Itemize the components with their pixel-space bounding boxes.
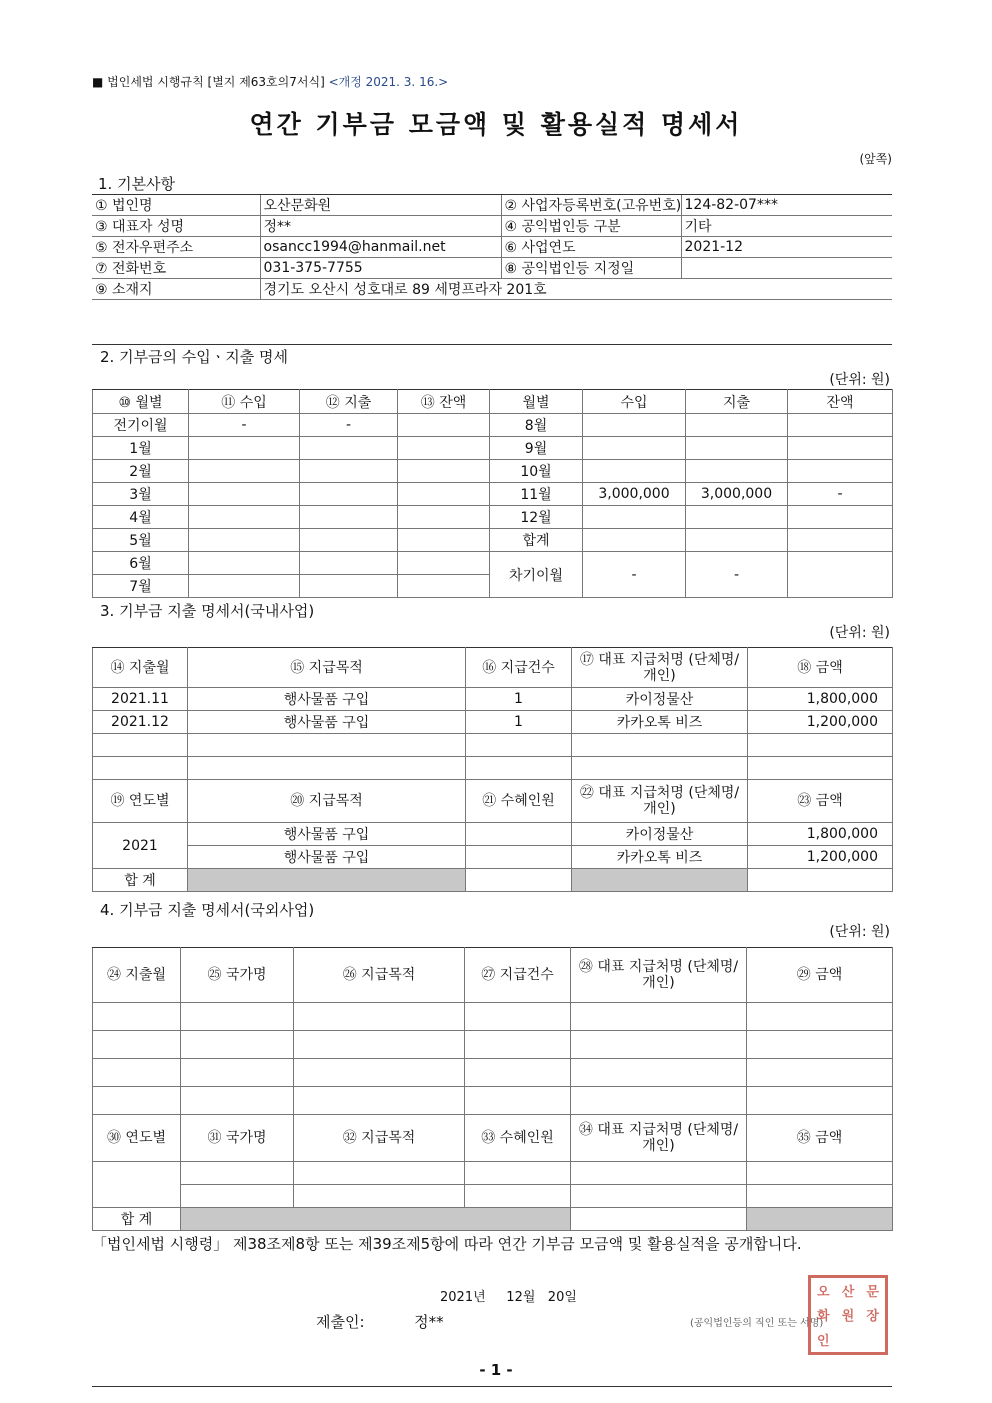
month-value: [300, 460, 398, 483]
value-phone: 031-375-7755: [260, 258, 501, 279]
header-row: [93, 648, 893, 688]
expense-cell: [465, 1031, 571, 1059]
month-row: [93, 529, 893, 552]
expense-row: [93, 757, 893, 780]
label-address: ⑨ 소재지: [92, 279, 260, 300]
carry-forward-value: -: [686, 552, 788, 598]
month-label: 6월: [93, 552, 189, 575]
month-label: 전기이월: [93, 414, 189, 437]
expense-cell: [93, 1087, 181, 1115]
expense-cell: 2021.11: [93, 688, 188, 711]
yearly-row: [93, 1162, 893, 1185]
column-header: 수입: [583, 390, 686, 414]
basic-info-table: [92, 194, 892, 300]
month-value: [686, 414, 788, 437]
seal-glyph: 문: [866, 1284, 879, 1300]
expense-cell: [294, 1003, 465, 1031]
month-value: [583, 506, 686, 529]
expense-cell: [466, 734, 572, 757]
month-value: [189, 552, 300, 575]
column-header: ㉛ 국가명: [181, 1115, 294, 1162]
expense-row: [93, 711, 893, 734]
expense-cell: 1: [466, 688, 572, 711]
total-label: 합 계: [93, 1208, 181, 1231]
month-row: [93, 506, 893, 529]
expense-cell: 1,800,000: [748, 688, 893, 711]
expense-cell: [571, 1087, 747, 1115]
total-row: [93, 869, 893, 892]
carry-forward-value: -: [583, 552, 686, 598]
section2-title: 2. 기부금의 수입ㆍ지출 명세: [100, 348, 289, 366]
label-biz-number: ② 사업자등록번호(고유번호): [501, 195, 681, 216]
expense-cell: [572, 757, 748, 780]
month-label: 9월: [490, 437, 583, 460]
month-label: 2월: [93, 460, 189, 483]
seal-glyph: 오: [817, 1284, 830, 1300]
expense-cell: [747, 1087, 893, 1115]
value-designation-date: [681, 258, 892, 279]
expense-cell: [93, 734, 188, 757]
month-value: [788, 437, 893, 460]
expense-cell: [181, 1059, 294, 1087]
seal-glyph: 산: [841, 1284, 855, 1300]
month-value: [398, 437, 490, 460]
yearly-cell: 카이정물산: [572, 823, 748, 846]
overseas-expense-table: [92, 947, 893, 1231]
yearly-cell: [571, 1162, 747, 1185]
section1-title: 1. 기본사항: [98, 175, 176, 193]
month-row: [93, 414, 893, 437]
month-value: [398, 483, 490, 506]
carry-forward-label: 차기이월: [490, 552, 583, 598]
column-header: ⑮ 지급목적: [188, 648, 466, 688]
month-value: [300, 552, 398, 575]
yearly-cell: [181, 1162, 294, 1185]
seal-glyph: 인: [817, 1334, 830, 1350]
year-cell: [93, 1162, 181, 1208]
submitter: [316, 1311, 444, 1332]
month-value: [300, 575, 398, 598]
seal-note: (공익법인등의 직인 또는 서명): [690, 1318, 824, 1329]
month-value: 3,000,000: [686, 483, 788, 506]
month-label: 8월: [490, 414, 583, 437]
expense-cell: 행사물품 구입: [188, 711, 466, 734]
yearly-cell: [466, 846, 572, 869]
month-value: 3,000,000: [583, 483, 686, 506]
yearly-cell: [465, 1162, 571, 1185]
yearly-cell: 행사물품 구입: [188, 823, 466, 846]
month-value: [686, 506, 788, 529]
yearly-cell: 카카오톡 비즈: [572, 846, 748, 869]
column-header: ㉘ 대표 지급처명 (단체명/개인): [571, 948, 747, 1003]
month-value: -: [189, 414, 300, 437]
total-count: [466, 869, 572, 892]
yearly-cell: [466, 823, 572, 846]
label-rep-name: ③ 대표자 성명: [92, 216, 260, 237]
month-label: 11월: [490, 483, 583, 506]
expense-cell: 카이정물산: [572, 688, 748, 711]
column-header: ⑪ 수입: [189, 390, 300, 414]
month-value: [686, 529, 788, 552]
column-header: ⑲ 연도별: [93, 780, 188, 823]
expense-cell: [188, 757, 466, 780]
value-fiscal-year: 2021-12: [681, 237, 892, 258]
expense-cell: [294, 1059, 465, 1087]
info-row: [92, 237, 892, 258]
expense-row: [93, 688, 893, 711]
expense-cell: [465, 1003, 571, 1031]
column-header: ㉞ 대표 지급처명 (단체명/개인): [571, 1115, 747, 1162]
header-row: [93, 780, 893, 823]
month-value: [398, 575, 490, 598]
column-header: 잔액: [788, 390, 893, 414]
yearly-cell: [747, 1185, 893, 1208]
expense-cell: [571, 1003, 747, 1031]
yearly-cell: [465, 1185, 571, 1208]
month-value: [583, 437, 686, 460]
label-phone: ⑦ 전화번호: [92, 258, 260, 279]
expense-cell: 행사물품 구입: [188, 688, 466, 711]
section3-unit: (단위: 원): [829, 625, 890, 641]
total-row: [93, 1208, 893, 1231]
month-value: [398, 506, 490, 529]
expense-row: [93, 734, 893, 757]
carry-forward-value: [788, 552, 893, 598]
month-value: [788, 460, 893, 483]
label-corp-name: ① 법인명: [92, 195, 260, 216]
seal-glyph: 원: [841, 1309, 855, 1325]
column-header: 월별: [490, 390, 583, 414]
column-header: ㉙ 금액: [747, 948, 893, 1003]
month-value: [189, 437, 300, 460]
column-header: ㉜ 지급목적: [294, 1115, 465, 1162]
month-row: [93, 460, 893, 483]
column-header: ⑫ 지출: [300, 390, 398, 414]
page-number: - 1 -: [479, 1361, 513, 1379]
section4-unit: (단위: 원): [829, 924, 890, 940]
value-address: 경기도 오산시 성호대로 89 세명프라자 201호: [260, 279, 892, 300]
expense-cell: [571, 1031, 747, 1059]
month-label: 3월: [93, 483, 189, 506]
month-value: [189, 483, 300, 506]
column-header: ㉟ 금액: [747, 1115, 893, 1162]
column-header: ㉓ 금액: [748, 780, 893, 823]
total-purpose-shaded: [188, 869, 466, 892]
year-cell: 2021: [93, 823, 188, 869]
column-header: ㉑ 수혜인원: [466, 780, 572, 823]
expense-cell: [748, 734, 893, 757]
column-header: ㉔ 지출월: [93, 948, 181, 1003]
expense-cell: [571, 1059, 747, 1087]
value-email: osancc1994@hanmail.net: [260, 237, 501, 258]
month-value: [788, 506, 893, 529]
info-row: [92, 258, 892, 279]
expense-cell: [572, 734, 748, 757]
column-header: ⑯ 지급건수: [466, 648, 572, 688]
yearly-row: [93, 823, 893, 846]
month-value: [398, 552, 490, 575]
revision-note: <개정 2021. 3. 16.>: [328, 75, 449, 89]
expense-cell: [747, 1059, 893, 1087]
month-row: [93, 483, 893, 506]
form-reference: [92, 73, 448, 90]
month-row: [93, 437, 893, 460]
month-label: 1월: [93, 437, 189, 460]
month-value: [788, 529, 893, 552]
month-value: [583, 460, 686, 483]
column-header: ⑩ 월별: [93, 390, 189, 414]
expense-cell: [294, 1087, 465, 1115]
yearly-cell: 1,800,000: [748, 823, 893, 846]
month-value: [300, 437, 398, 460]
column-header: ⑰ 대표 지급처명 (단체명/개인): [572, 648, 748, 688]
yearly-cell: [571, 1185, 747, 1208]
official-seal-stamp: [808, 1275, 888, 1355]
yearly-cell: [181, 1185, 294, 1208]
expense-cell: [747, 1031, 893, 1059]
column-header: ⑱ 금액: [748, 648, 893, 688]
column-header: 지출: [686, 390, 788, 414]
month-value: [788, 414, 893, 437]
value-corp-type: 기타: [681, 216, 892, 237]
month-value: [300, 529, 398, 552]
yearly-cell: [294, 1185, 465, 1208]
month-value: [300, 506, 398, 529]
expense-cell: [93, 1031, 181, 1059]
expense-cell: [465, 1059, 571, 1087]
yearly-cell: [747, 1162, 893, 1185]
document-title: 연간 기부금 모금액 및 활용실적 명세서: [249, 110, 743, 139]
month-value: -: [300, 414, 398, 437]
section4-title: 4. 기부금 지출 명세서(국외사업): [100, 901, 315, 919]
column-header: ㉝ 수혜인원: [465, 1115, 571, 1162]
month-label: 5월: [93, 529, 189, 552]
yearly-cell: 1,200,000: [748, 846, 893, 869]
info-row: [92, 216, 892, 237]
header-row: [93, 1115, 893, 1162]
column-header: ㉖ 지급목적: [294, 948, 465, 1003]
domestic-expense-table: [92, 647, 893, 892]
month-label: 12월: [490, 506, 583, 529]
expense-cell: [465, 1087, 571, 1115]
total-label: 합 계: [93, 869, 188, 892]
page-side-label: (앞쪽): [859, 152, 892, 166]
column-header: ⑬ 잔액: [398, 390, 490, 414]
month-label: 합계: [490, 529, 583, 552]
yearly-cell: [294, 1162, 465, 1185]
month-value: [398, 460, 490, 483]
expense-row: [93, 1087, 893, 1115]
total-shaded: [181, 1208, 571, 1231]
expense-cell: [181, 1031, 294, 1059]
column-header: ⑭ 지출월: [93, 648, 188, 688]
label-fiscal-year: ⑥ 사업연도: [501, 237, 681, 258]
expense-cell: [93, 1059, 181, 1087]
value-biz-number: 124-82-07***: [681, 195, 892, 216]
month-value: [686, 460, 788, 483]
section2-rule: [92, 344, 892, 345]
submitter-label: 제출인:: [316, 1313, 365, 1331]
month-value: [398, 529, 490, 552]
column-header: ㉕ 국가명: [181, 948, 294, 1003]
month-label: 10월: [490, 460, 583, 483]
label-corp-type: ④ 공익법인등 구분: [501, 216, 681, 237]
total-payee-shaded: [747, 1208, 893, 1231]
expense-cell: 카카오톡 비즈: [572, 711, 748, 734]
monthly-summary-table: [92, 389, 893, 598]
label-email: ⑤ 전자우편주소: [92, 237, 260, 258]
month-value: [398, 414, 490, 437]
expense-cell: [181, 1087, 294, 1115]
disclosure-statement: 「법인세법 시행령」 제38조제8항 또는 제39조제5항에 따라 연간 기부금 모금액 및 활용실적을 공개합니다.: [92, 1235, 802, 1253]
expense-cell: [748, 757, 893, 780]
expense-row: [93, 1003, 893, 1031]
header-row: [93, 390, 893, 414]
seal-glyph: 장: [866, 1309, 879, 1325]
expense-cell: [93, 757, 188, 780]
label-designation-date: ⑧ 공익법인등 지정일: [501, 258, 681, 279]
submission-date: 2021년 12월 20일: [440, 1290, 577, 1305]
expense-cell: [466, 757, 572, 780]
total-amount: [748, 869, 893, 892]
submitter-name: 정**: [414, 1313, 444, 1331]
form-law-note: ■ 법인세법 시행규칙 [별지 제63호의7서식]: [92, 75, 325, 89]
expense-cell: [93, 1003, 181, 1031]
yearly-cell: 행사물품 구입: [188, 846, 466, 869]
total-payee-shaded: [572, 869, 748, 892]
column-header: ㉒ 대표 지급처명 (단체명/개인): [572, 780, 748, 823]
yearly-row: [93, 846, 893, 869]
section3-title: 3. 기부금 지출 명세서(국내사업): [100, 602, 315, 620]
column-header: ㉗ 지급건수: [465, 948, 571, 1003]
month-value: [189, 575, 300, 598]
month-row: [93, 552, 893, 575]
expense-row: [93, 1059, 893, 1087]
month-label: 4월: [93, 506, 189, 529]
month-value: -: [788, 483, 893, 506]
expense-cell: [188, 734, 466, 757]
header-row: [93, 948, 893, 1003]
section2-unit: (단위: 원): [829, 372, 890, 388]
seal-glyph: 화: [817, 1309, 830, 1325]
yearly-row: [93, 1185, 893, 1208]
month-value: [189, 529, 300, 552]
month-value: [583, 529, 686, 552]
value-rep-name: 정**: [260, 216, 501, 237]
month-value: [583, 414, 686, 437]
expense-row: [93, 1031, 893, 1059]
month-value: [189, 506, 300, 529]
total-count: [571, 1208, 747, 1231]
info-row: [92, 279, 892, 300]
expense-cell: 1: [466, 711, 572, 734]
month-value: [300, 483, 398, 506]
month-value: [686, 437, 788, 460]
expense-cell: 1,200,000: [748, 711, 893, 734]
expense-cell: [294, 1031, 465, 1059]
month-label: 7월: [93, 575, 189, 598]
expense-cell: [747, 1003, 893, 1031]
info-row: [92, 195, 892, 216]
column-header: ㉚ 연도별: [93, 1115, 181, 1162]
expense-cell: [181, 1003, 294, 1031]
value-corp-name: 오산문화원: [260, 195, 501, 216]
month-value: [189, 460, 300, 483]
bottom-rule: [92, 1386, 892, 1387]
expense-cell: 2021.12: [93, 711, 188, 734]
column-header: ⑳ 지급목적: [188, 780, 466, 823]
